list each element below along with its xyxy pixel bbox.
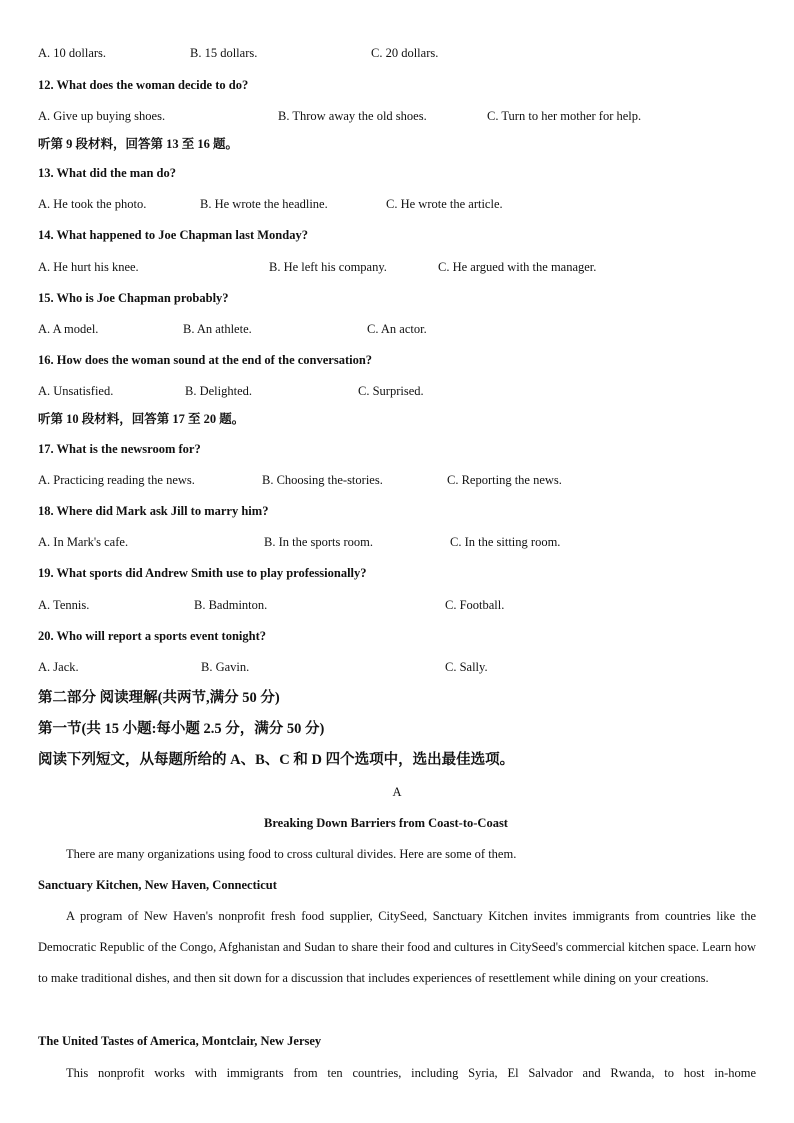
q14-question: 14. What happened to Joe Chapman last Monday? xyxy=(38,228,308,242)
q14-option-a: A. He hurt his knee. xyxy=(38,260,139,274)
q15-option-b: B. An athlete. xyxy=(183,322,252,336)
q13-question: 13. What did the man do? xyxy=(38,166,176,180)
q13-option-c: C. He wrote the article. xyxy=(386,197,503,211)
q11-option-b: B. 15 dollars. xyxy=(190,46,258,60)
q14-option-c: C. He argued with the manager. xyxy=(438,260,597,274)
passage-intro: There are many organizations using food to cross cultural divides. Here are some of them. xyxy=(66,847,517,861)
q19-option-a: A. Tennis. xyxy=(38,598,90,612)
q11-options xyxy=(38,45,758,61)
instruction-section-10: 听第 10 段材料，回答第 17 至 20 题。 xyxy=(38,412,245,426)
q16-option-b: B. Delighted. xyxy=(185,384,253,398)
instruction-section-9: 听第 9 段材料，回答第 13 至 16 题。 xyxy=(38,137,239,151)
q16-options xyxy=(38,383,758,399)
q15-options xyxy=(38,321,758,337)
q13-options xyxy=(38,196,758,212)
q15-question: 15. Who is Joe Chapman probably? xyxy=(38,291,229,305)
q20-option-c: C. Sally. xyxy=(445,660,488,674)
q13-option-b: B. He wrote the headline. xyxy=(200,197,328,211)
q12-options xyxy=(38,108,758,124)
q18-question: 18. Where did Mark ask Jill to marry him? xyxy=(38,504,269,518)
q18-options xyxy=(38,534,758,550)
q20-option-b: B. Gavin. xyxy=(201,660,250,674)
q18-option-a: A. In Mark's cafe. xyxy=(38,535,129,549)
part-two-heading: 第二部分 阅读理解(共两节,满分 50 分) xyxy=(38,690,280,706)
q19-question: 19. What sports did Andrew Smith use to play professionally? xyxy=(38,566,367,580)
q20-options xyxy=(38,659,758,675)
q17-option-b: B. Choosing the-stories. xyxy=(262,473,383,487)
q15-option-c: C. An actor. xyxy=(367,322,427,336)
q11-option-a: A. 10 dollars. xyxy=(38,46,107,60)
q12-option-c: C. Turn to her mother for help. xyxy=(487,109,642,123)
passage-letter: A xyxy=(392,785,402,799)
q17-option-c: C. Reporting the news. xyxy=(447,473,562,487)
q17-option-a: A. Practicing reading the news. xyxy=(38,473,195,487)
q14-options xyxy=(38,259,758,275)
passage-title: Breaking Down Barriers from Coast-to-Coast xyxy=(264,816,508,830)
q16-option-c: C. Surprised. xyxy=(358,384,424,398)
org-heading-united-tastes: The United Tastes of America, Montclair, New Jersey xyxy=(38,1034,322,1048)
passage-paragraph-1: A program of New Haven's nonprofit fresh food supplier, CitySeed, Sanctuary Kitchen invites immigrants from countries like the Democratic Republic of the Congo, Afghanistan and Sudan to share their food and cultures in CitySeed's commercial kitchen space. Learn how to make traditional dishes, and then sit down for a discussion that includes experiences of resettlement while dining on your creations. xyxy=(38,909,756,985)
passage-paragraph-2: This nonprofit works with immigrants from ten countries, including Syria, El Salvador and Rwanda, to host in-home xyxy=(66,1066,756,1080)
q18-option-b: B. In the sports room. xyxy=(264,535,374,549)
reading-directions: 阅读下列短文，从每题所给的 A、B、C 和 D 四个选项中，选出最佳选项。 xyxy=(38,752,515,768)
q20-option-a: A. Jack. xyxy=(38,660,79,674)
q19-option-b: B. Badminton. xyxy=(194,598,268,612)
q12-option-a: A. Give up buying shoes. xyxy=(38,109,166,123)
q18-option-c: C. In the sitting room. xyxy=(450,535,561,549)
q12-question: 12. What does the woman decide to do? xyxy=(38,78,249,92)
q12-option-b: B. Throw away the old shoes. xyxy=(278,109,427,123)
q14-option-b: B. He left his company. xyxy=(269,260,387,274)
q13-option-a: A. He took the photo. xyxy=(38,197,147,211)
q15-option-a: A. A model. xyxy=(38,322,99,336)
q16-option-a: A. Unsatisfied. xyxy=(38,384,114,398)
org-heading-sanctuary-kitchen: Sanctuary Kitchen, New Haven, Connecticut xyxy=(38,878,277,892)
q16-question: 16. How does the woman sound at the end of the conversation? xyxy=(38,353,373,367)
q17-options xyxy=(38,472,758,488)
section-one-heading: 第一节(共 15 小题:每小题 2.5 分，满分 50 分) xyxy=(38,721,325,737)
q20-question: 20. Who will report a sports event tonight? xyxy=(38,629,267,643)
q11-option-c: C. 20 dollars. xyxy=(371,46,439,60)
q19-option-c: C. Football. xyxy=(445,598,505,612)
q19-options xyxy=(38,597,758,613)
q17-question: 17. What is the newsroom for? xyxy=(38,442,201,456)
